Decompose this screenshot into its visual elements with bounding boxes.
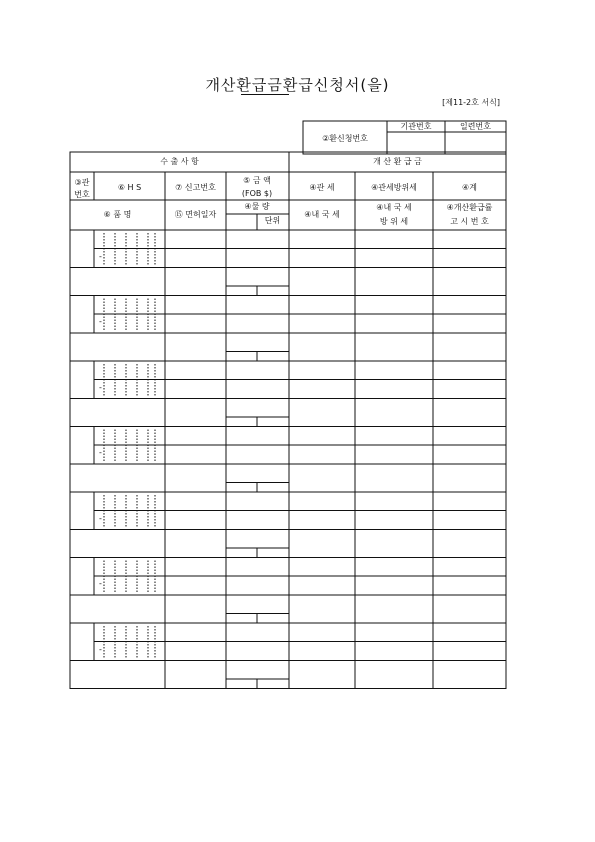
notice-header-2: 고 시 번 호 (450, 217, 489, 226)
serial-number-label: 일련번호 (460, 122, 491, 131)
item-name-header: ⑥ 품 명 (103, 210, 132, 219)
org-number-label: 기관번호 (400, 122, 432, 131)
hs-header: ⑥ H S (117, 183, 142, 192)
hs-dash: - (99, 579, 102, 588)
domestic-defense-header-1: ④내 국 세 (376, 203, 412, 212)
hs-dash: - (99, 251, 102, 261)
refund-section-header: 개 산 환 급 금 (373, 157, 422, 166)
amount-header: ⑤ 금 액 (243, 176, 271, 185)
ref-number-header: ③관 번호 (74, 178, 90, 199)
fob-header: (FOB $) (241, 189, 273, 198)
apply-number-label: ②환신청번호 (322, 134, 368, 143)
notice-header-1: ④개산환급률 (446, 203, 493, 212)
export-section-header: 수 출 사 항 (160, 157, 199, 166)
hs-dash: - (99, 448, 102, 457)
quantity-header: ④물 량 (244, 202, 270, 211)
form-number: [제11-2호 서식] (442, 98, 500, 107)
domestic-tax-header: ④내 국 세 (304, 210, 340, 219)
customs-header: ④관 세 (309, 183, 335, 192)
main-table (70, 152, 506, 689)
customs-defense-header: ④관세방위세 (371, 183, 417, 192)
unit-header: 단위 (264, 216, 281, 225)
hs-dash: - (99, 513, 102, 523)
total-header: ④계 (462, 183, 477, 192)
form-title: 개산환급금환급신청서(을) (205, 76, 390, 94)
domestic-defense-header-2: 방 위 세 (379, 217, 409, 226)
hs-dash: - (99, 317, 102, 326)
exempt-date-header: ⑮ 면허일자 (174, 210, 217, 219)
hs-dash: - (99, 382, 102, 392)
hs-dash: - (99, 644, 102, 654)
declaration-number-header: ⑦ 신고번호 (175, 183, 216, 192)
